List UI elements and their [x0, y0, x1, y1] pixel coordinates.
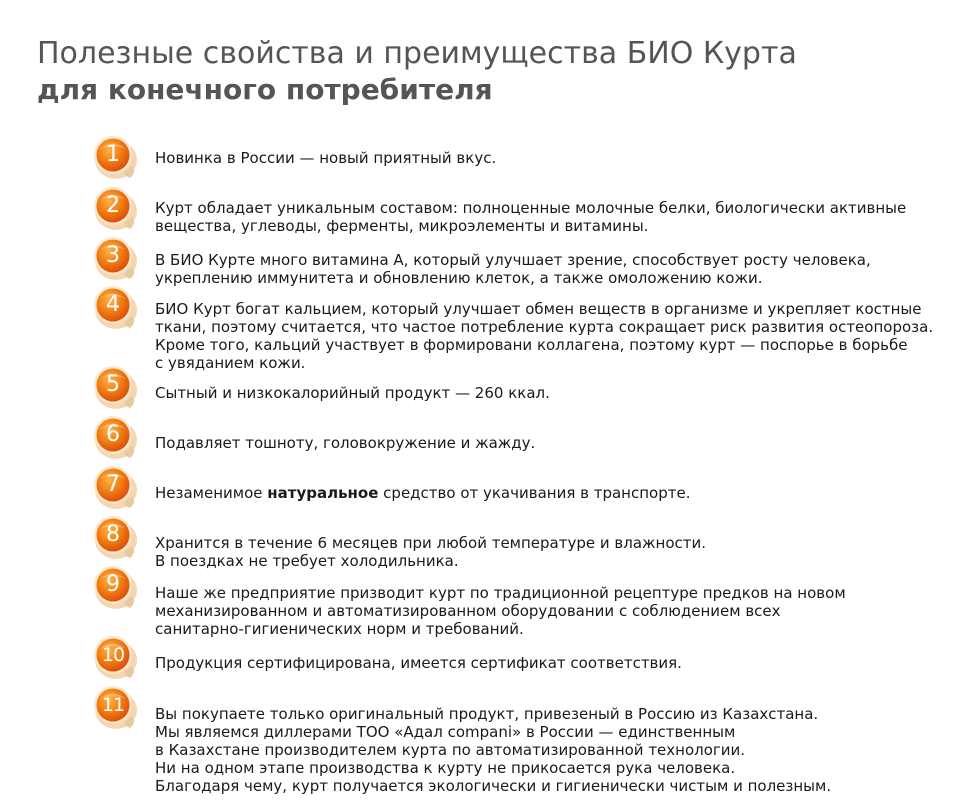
badge-number: 3 [106, 243, 120, 268]
benefit-text-line: Благодаря чему, курт получается экологически и гигиенически чистым и полезным. [155, 777, 832, 795]
badge-number: 10 [101, 644, 125, 666]
benefit-text [155, 705, 945, 795]
benefit-text-line: Курт обладает уникальным составом: полноценные молочные белки, биологически активные [155, 199, 907, 217]
badge-number: 1 [106, 142, 120, 167]
benefit-text [155, 251, 945, 287]
number-badge [94, 416, 138, 460]
benefit-text-line: Ни на одном этапе производства к курту не прикосается рука человека. [155, 759, 736, 777]
benefit-text-line: Новинка в России — новый приятный вкус. [155, 149, 497, 167]
benefit-text-line: В БИО Курте много витамина А, который улучшает зрение, способствует росту человека, [155, 251, 871, 269]
benefit-text-line: с увяданием кожи. [155, 354, 306, 372]
badge-number: 6 [106, 422, 120, 447]
benefit-text [155, 199, 945, 235]
benefit-text-line: Продукция сертифицирована, имеется сертификат соответствия. [155, 654, 682, 672]
benefit-text-part: средство от укачивания в транспорте. [378, 484, 691, 502]
benefit-text-line: Сытный и низкокалорийный продукт — 260 ккал. [155, 384, 550, 402]
benefit-text [155, 654, 945, 672]
benefit-text-line: санитарно-гигиенических норм и требований. [155, 620, 524, 638]
benefit-text-line: Вы покупаете только оригинальный продукт, привезеный в Россию из Казахстана. [155, 705, 819, 723]
benefit-text [155, 484, 945, 502]
benefit-text-line: в Казахстане производителем курта по автоматизированной технологии. [155, 741, 746, 759]
page-title-line-2: для конечного потребителя [37, 73, 493, 106]
benefit-text [155, 434, 945, 452]
benefit-text-line: В поездках не требует холодильника. [155, 552, 459, 570]
benefit-text-emphasis: натуральное [267, 484, 379, 502]
badge-number: 7 [106, 472, 120, 497]
benefit-text-line: БИО Курт богат кальцием, который улучшает обмен веществ в организме и укрепляет костные [155, 300, 922, 318]
benefit-text [155, 300, 945, 372]
number-badge [94, 516, 138, 560]
benefit-text-line: Подавляет тошноту, головокружение и жажду. [155, 434, 536, 452]
benefit-text-line: Мы являемся диллерами ТОО «Адал compani» в России — единственным [155, 723, 736, 741]
number-badge [94, 366, 138, 410]
benefit-text-line: ткани, поэтому считается, что частое потребление курта сокращает риск развития остеопороза. [155, 318, 934, 336]
benefit-text-line [155, 484, 945, 502]
benefit-text-line: механизированном и автоматизированном оборудовании с соблюдением всех [155, 602, 781, 620]
badge-number: 5 [106, 372, 120, 397]
number-badge [94, 187, 138, 231]
number-badge [94, 636, 138, 680]
benefit-text-line: Наше же предприятие призводит курт по традиционной рецептуре предков на новом [155, 584, 846, 602]
number-badge [94, 686, 138, 730]
benefit-text [155, 534, 945, 570]
number-badge [94, 566, 138, 610]
benefit-text-line: укреплению иммунитета и обновлению клеток, а также омоложению кожи. [155, 269, 763, 287]
benefit-text-line: вещества, углеводы, ферменты, микроэлементы и витамины. [155, 217, 649, 235]
badge-number: 2 [106, 193, 120, 218]
number-badge [94, 237, 138, 281]
badge-number: 9 [106, 572, 120, 597]
badge-number: 4 [106, 292, 120, 317]
benefit-text [155, 584, 945, 638]
badge-number: 11 [101, 694, 125, 716]
benefit-text [155, 384, 945, 402]
benefit-text-line: Кроме того, кальций участвует в формировани коллагена, поэтому курт — поспорье в борьбе [155, 336, 908, 354]
number-badge [94, 466, 138, 510]
benefit-text-part: Незаменимое [155, 484, 268, 502]
benefit-text-line: Хранится в течение 6 месяцев при любой температуре и влажности. [155, 534, 707, 552]
page-title-line-1: Полезные свойства и преимущества БИО Курта [37, 36, 797, 71]
number-badge [94, 136, 138, 180]
benefit-text [155, 149, 945, 167]
number-badge [94, 286, 138, 330]
page-title [37, 36, 797, 108]
badge-number: 8 [106, 522, 120, 547]
